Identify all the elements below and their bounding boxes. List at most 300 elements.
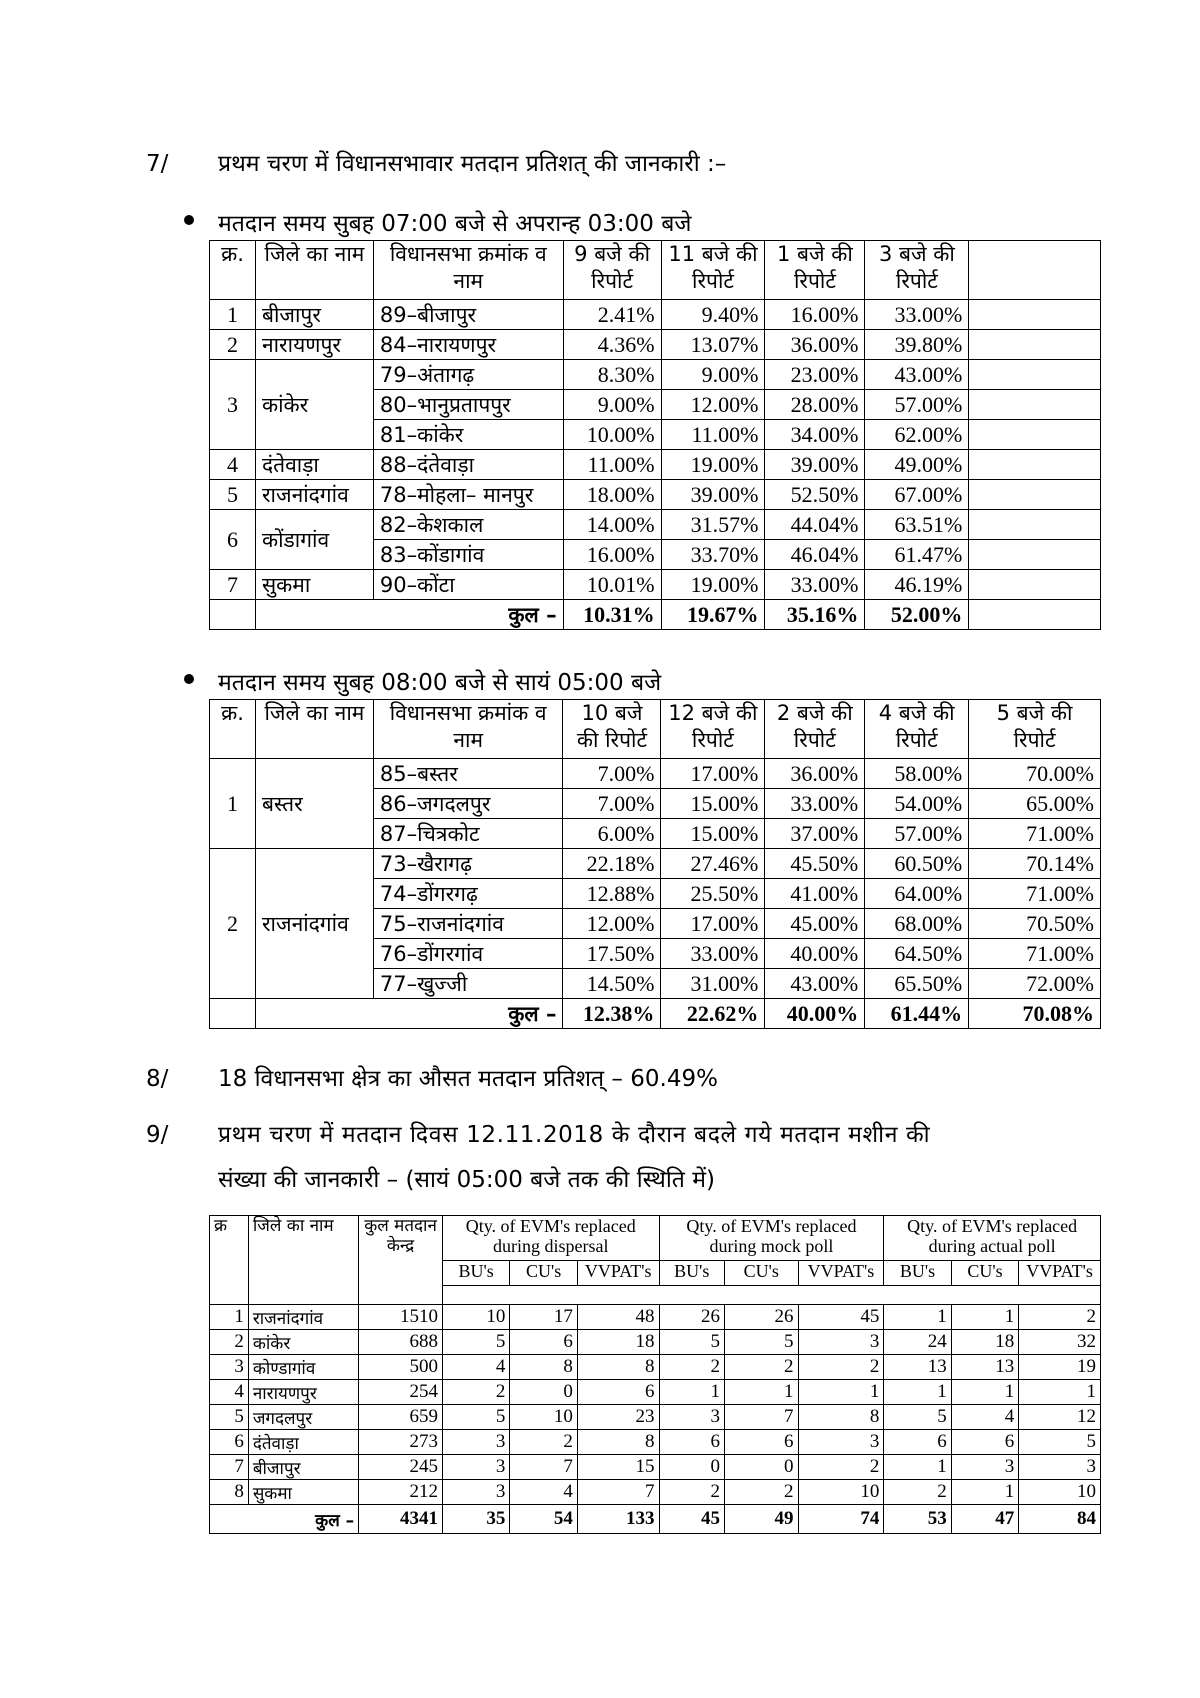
table-row [210, 1405, 1101, 1430]
percent-cell: 4.36% [563, 330, 661, 360]
percent-cell: 72.00% [969, 969, 1101, 999]
header-cell: Qty. of EVM's replaced during mock poll [659, 1216, 884, 1261]
constituency-cell: 78–मोहला– मानपुर [373, 480, 563, 510]
empty-cell [210, 999, 256, 1029]
count-cell: 2 [798, 1455, 884, 1480]
header-cell: 5 बजे की रिपोर्ट [969, 700, 1101, 759]
header-cell: विधानसभा क्रमांक व नाम [373, 241, 563, 300]
district-cell: सुकमा [255, 570, 373, 600]
total-percent-cell: 61.44% [865, 999, 969, 1029]
table-row [210, 1430, 1101, 1455]
percent-cell: 43.00% [865, 360, 969, 390]
table-header-row [210, 700, 1101, 759]
count-cell: 1 [798, 1380, 884, 1405]
percent-cell: 8.30% [563, 360, 661, 390]
count-cell: 12 [1019, 1405, 1101, 1430]
percent-cell: 49.00% [865, 450, 969, 480]
count-cell: 8 [510, 1355, 577, 1380]
subheader-cell: CU's [951, 1261, 1018, 1286]
district-cell: कांकेर [255, 360, 373, 450]
percent-cell: 58.00% [865, 759, 969, 789]
serial-cell: 7 [210, 1455, 249, 1480]
subheader-cell: VVPAT's [798, 1261, 884, 1286]
count-cell: 6 [659, 1430, 724, 1455]
district-cell: नारायणपुर [248, 1380, 358, 1405]
district-cell: कोण्डागांव [248, 1355, 358, 1380]
count-cell: 24 [884, 1330, 951, 1355]
table-row [210, 1355, 1101, 1380]
total-count-cell: 54 [510, 1505, 577, 1534]
count-cell: 5 [442, 1330, 509, 1355]
percent-cell: 39.00% [661, 480, 765, 510]
percent-cell: 46.19% [865, 570, 969, 600]
percent-cell: 44.04% [765, 510, 865, 540]
evm-replacement-table [209, 1215, 1101, 1534]
count-cell: 6 [577, 1380, 659, 1405]
total-count-cell: 84 [1019, 1505, 1101, 1534]
constituency-cell: 77–खुज्जी [373, 969, 563, 999]
count-cell: 13 [951, 1355, 1018, 1380]
header-cell: 9 बजे की रिपोर्ट [563, 241, 661, 300]
empty-cell [969, 420, 1101, 450]
percent-cell: 41.00% [765, 879, 865, 909]
empty-cell [969, 360, 1101, 390]
district-cell: कोंडागांव [255, 510, 373, 570]
header-cell: 3 बजे की रिपोर्ट [865, 241, 969, 300]
count-cell: 5 [442, 1405, 509, 1430]
percent-cell: 12.88% [563, 879, 661, 909]
serial-cell: 1 [210, 759, 256, 849]
header-cell: 11 बजे की रिपोर्ट [661, 241, 765, 300]
total-percent-cell: 12.38% [563, 999, 661, 1029]
district-cell: नारायणपुर [255, 330, 373, 360]
percent-cell: 64.00% [865, 879, 969, 909]
constituency-cell: 84–नारायणपुर [373, 330, 563, 360]
percent-cell: 11.00% [563, 450, 661, 480]
count-cell: 3 [659, 1405, 724, 1430]
subheader-cell: VVPAT's [577, 1261, 659, 1286]
average-turnout-text: 18 विधानसभा क्षेत्र का औसत मतदान प्रतिशत् – 60.49% [218, 1066, 718, 1092]
subheader-cell: BU's [442, 1261, 509, 1286]
count-cell: 0 [724, 1455, 798, 1480]
subheader-cell: CU's [510, 1261, 577, 1286]
subheading-timing-2: मतदान समय सुबह 08:00 बजे से सायं 05:00 बजे [218, 670, 662, 696]
percent-cell: 71.00% [969, 939, 1101, 969]
count-cell: 2 [510, 1430, 577, 1455]
percent-cell: 57.00% [865, 819, 969, 849]
percent-cell: 61.47% [865, 540, 969, 570]
count-cell: 4 [510, 1480, 577, 1505]
percent-cell: 18.00% [563, 480, 661, 510]
percent-cell: 25.50% [661, 879, 765, 909]
count-cell: 1 [951, 1380, 1018, 1405]
total-row [210, 1505, 1101, 1534]
spacer-cell [442, 1286, 1100, 1305]
total-percent-cell: 70.08% [969, 999, 1101, 1029]
percent-cell: 36.00% [765, 759, 865, 789]
empty-cell [210, 600, 256, 630]
count-cell: 8 [577, 1430, 659, 1455]
count-cell: 1 [951, 1305, 1018, 1330]
table-row [210, 1305, 1101, 1330]
count-cell: 8 [798, 1405, 884, 1430]
constituency-cell: 76–डोंगरगांव [373, 939, 563, 969]
serial-cell: 2 [210, 1330, 249, 1355]
constituency-cell: 88–दंतेवाड़ा [373, 450, 563, 480]
subheader-cell: CU's [724, 1261, 798, 1286]
constituency-cell: 74–डोंगरगढ़ [373, 879, 563, 909]
percent-cell: 9.00% [563, 390, 661, 420]
table-row [210, 759, 1101, 789]
count-cell: 19 [1019, 1355, 1101, 1380]
percent-cell: 12.00% [661, 390, 765, 420]
count-cell: 18 [577, 1330, 659, 1355]
turnout-table-2 [209, 699, 1101, 1029]
count-cell: 6 [951, 1430, 1018, 1455]
count-cell: 3 [442, 1455, 509, 1480]
table-row [210, 1455, 1101, 1480]
constituency-cell: 87–चित्रकोट [373, 819, 563, 849]
count-cell: 1 [659, 1380, 724, 1405]
percent-cell: 33.00% [865, 300, 969, 330]
count-cell: 4 [951, 1405, 1018, 1430]
percent-cell: 22.18% [563, 849, 661, 879]
total-label: कुल – [255, 999, 563, 1029]
count-cell: 1 [1019, 1380, 1101, 1405]
table-row [210, 1330, 1101, 1355]
percent-cell: 10.00% [563, 420, 661, 450]
count-cell: 2 [884, 1480, 951, 1505]
percent-cell: 33.00% [765, 570, 865, 600]
polling-centre-cell: 688 [359, 1330, 443, 1355]
header-cell: 10 बजे की रिपोर्ट [563, 700, 661, 759]
empty-cell [969, 600, 1101, 630]
constituency-cell: 73–खैरागढ़ [373, 849, 563, 879]
percent-cell: 10.01% [563, 570, 661, 600]
count-cell: 2 [798, 1355, 884, 1380]
section-title: प्रथम चरण में विधानसभावार मतदान प्रतिशत् की जानकारी :– [218, 151, 727, 177]
subheading-timing-1: मतदान समय सुबह 07:00 बजे से अपरान्ह 03:00 बजे [218, 211, 692, 237]
section-number: 9/ [146, 1122, 169, 1148]
polling-centre-cell: 1510 [359, 1305, 443, 1330]
count-cell: 26 [724, 1305, 798, 1330]
total-polling-centre-cell: 4341 [359, 1505, 443, 1534]
percent-cell: 7.00% [563, 789, 661, 819]
count-cell: 1 [884, 1305, 951, 1330]
count-cell: 10 [442, 1305, 509, 1330]
constituency-cell: 82–केशकाल [373, 510, 563, 540]
table-row [210, 330, 1101, 360]
count-cell: 6 [510, 1330, 577, 1355]
percent-cell: 9.00% [661, 360, 765, 390]
percent-cell: 9.40% [661, 300, 765, 330]
count-cell: 5 [659, 1330, 724, 1355]
header-cell: Qty. of EVM's replaced during actual poll [884, 1216, 1101, 1261]
count-cell: 2 [659, 1480, 724, 1505]
district-cell: दंतेवाड़ा [248, 1430, 358, 1455]
polling-centre-cell: 659 [359, 1405, 443, 1430]
total-percent-cell: 19.67% [661, 600, 765, 630]
count-cell: 1 [884, 1380, 951, 1405]
percent-cell: 13.07% [661, 330, 765, 360]
percent-cell: 40.00% [765, 939, 865, 969]
constituency-cell: 89–बीजापुर [373, 300, 563, 330]
count-cell: 2 [442, 1380, 509, 1405]
count-cell: 4 [442, 1355, 509, 1380]
total-count-cell: 47 [951, 1505, 1018, 1534]
percent-cell: 68.00% [865, 909, 969, 939]
table-row [210, 300, 1101, 330]
percent-cell: 15.00% [661, 819, 765, 849]
subheader-cell: BU's [884, 1261, 951, 1286]
percent-cell: 45.00% [765, 909, 865, 939]
bullet-icon [184, 215, 194, 225]
section-9-line-1 [146, 1117, 930, 1149]
subheader-cell: BU's [659, 1261, 724, 1286]
percent-cell: 15.00% [661, 789, 765, 819]
count-cell: 7 [577, 1480, 659, 1505]
constituency-cell: 75–राजनांदगांव [373, 909, 563, 939]
empty-cell [969, 450, 1101, 480]
serial-cell: 5 [210, 480, 256, 510]
count-cell: 23 [577, 1405, 659, 1430]
percent-cell: 34.00% [765, 420, 865, 450]
percent-cell: 70.50% [969, 909, 1101, 939]
header-cell: क्र. [210, 241, 256, 300]
section-9-text: प्रथम चरण में मतदान दिवस 12.11.2018 के दौरान बदले गये मतदान मशीन की [218, 1122, 931, 1148]
header-cell: क्र [210, 1216, 249, 1305]
count-cell: 3 [798, 1330, 884, 1355]
total-count-cell: 35 [442, 1505, 509, 1534]
serial-cell: 6 [210, 510, 256, 570]
table-header-row [210, 1216, 1101, 1261]
district-cell: राजनांदगांव [248, 1305, 358, 1330]
constituency-cell: 80–भानुप्रतापपुर [373, 390, 563, 420]
percent-cell: 19.00% [661, 450, 765, 480]
percent-cell: 36.00% [765, 330, 865, 360]
count-cell: 2 [724, 1480, 798, 1505]
count-cell: 1 [951, 1480, 1018, 1505]
percent-cell: 65.50% [865, 969, 969, 999]
empty-cell [969, 540, 1101, 570]
polling-centre-cell: 212 [359, 1480, 443, 1505]
count-cell: 6 [884, 1430, 951, 1455]
empty-cell [969, 570, 1101, 600]
empty-cell [969, 330, 1101, 360]
total-count-cell: 49 [724, 1505, 798, 1534]
count-cell: 1 [724, 1380, 798, 1405]
empty-cell [969, 300, 1101, 330]
polling-centre-cell: 500 [359, 1355, 443, 1380]
polling-centre-cell: 254 [359, 1380, 443, 1405]
district-cell: बस्तर [255, 759, 373, 849]
district-cell: कांकेर [248, 1330, 358, 1355]
table-header-row [210, 241, 1101, 300]
polling-centre-cell: 245 [359, 1455, 443, 1480]
percent-cell: 2.41% [563, 300, 661, 330]
percent-cell: 63.51% [865, 510, 969, 540]
percent-cell: 33.70% [661, 540, 765, 570]
percent-cell: 57.00% [865, 390, 969, 420]
section-7-heading [146, 146, 726, 178]
total-label: कुल – [255, 600, 563, 630]
district-cell: राजनांदगांव [255, 849, 373, 999]
count-cell: 17 [510, 1305, 577, 1330]
count-cell: 7 [724, 1405, 798, 1430]
count-cell: 45 [798, 1305, 884, 1330]
percent-cell: 14.00% [563, 510, 661, 540]
total-count-cell: 74 [798, 1505, 884, 1534]
count-cell: 3 [442, 1430, 509, 1455]
serial-cell: 7 [210, 570, 256, 600]
empty-cell [969, 510, 1101, 540]
count-cell: 3 [442, 1480, 509, 1505]
total-count-cell: 45 [659, 1505, 724, 1534]
count-cell: 2 [659, 1355, 724, 1380]
count-cell: 18 [951, 1330, 1018, 1355]
count-cell: 7 [510, 1455, 577, 1480]
count-cell: 2 [1019, 1305, 1101, 1330]
percent-cell: 16.00% [563, 540, 661, 570]
percent-cell: 19.00% [661, 570, 765, 600]
header-cell: क्र. [210, 700, 256, 759]
section-number: 8/ [146, 1066, 169, 1092]
constituency-cell: 86–जगदलपुर [373, 789, 563, 819]
total-percent-cell: 40.00% [765, 999, 865, 1029]
table-row [210, 450, 1101, 480]
count-cell: 3 [951, 1455, 1018, 1480]
total-percent-cell: 10.31% [563, 600, 661, 630]
table-row [210, 849, 1101, 879]
percent-cell: 12.00% [563, 909, 661, 939]
percent-cell: 7.00% [563, 759, 661, 789]
header-cell: कुल मतदान केन्द्र [359, 1216, 443, 1305]
count-cell: 15 [577, 1455, 659, 1480]
count-cell: 3 [1019, 1455, 1101, 1480]
percent-cell: 17.50% [563, 939, 661, 969]
percent-cell: 37.00% [765, 819, 865, 849]
district-cell: बीजापुर [255, 300, 373, 330]
serial-cell: 4 [210, 1380, 249, 1405]
percent-cell: 31.00% [661, 969, 765, 999]
serial-cell: 5 [210, 1405, 249, 1430]
table-row [210, 1480, 1101, 1505]
table-row [210, 480, 1101, 510]
total-count-cell: 53 [884, 1505, 951, 1534]
section-9-line-2: संख्या की जानकारी – (सायं 05:00 बजे तक की स्थिति में) [218, 1167, 715, 1193]
count-cell: 5 [1019, 1430, 1101, 1455]
table-row [210, 360, 1101, 390]
serial-cell: 4 [210, 450, 256, 480]
count-cell: 8 [577, 1355, 659, 1380]
serial-cell: 1 [210, 300, 256, 330]
percent-cell: 60.50% [865, 849, 969, 879]
percent-cell: 62.00% [865, 420, 969, 450]
district-cell: बीजापुर [248, 1455, 358, 1480]
count-cell: 10 [1019, 1480, 1101, 1505]
percent-cell: 46.04% [765, 540, 865, 570]
count-cell: 0 [510, 1380, 577, 1405]
table-row [210, 510, 1101, 540]
count-cell: 10 [798, 1480, 884, 1505]
percent-cell: 71.00% [969, 879, 1101, 909]
empty-cell [969, 480, 1101, 510]
serial-cell: 3 [210, 1355, 249, 1380]
table-row [210, 570, 1101, 600]
total-percent-cell: 35.16% [765, 600, 865, 630]
constituency-cell: 83–कोंडागांव [373, 540, 563, 570]
header-cell: जिले का नाम [255, 700, 373, 759]
serial-cell: 8 [210, 1480, 249, 1505]
header-cell: विधानसभा क्रमांक व नाम [373, 700, 563, 759]
count-cell: 5 [724, 1330, 798, 1355]
percent-cell: 43.00% [765, 969, 865, 999]
percent-cell: 71.00% [969, 819, 1101, 849]
serial-cell: 1 [210, 1305, 249, 1330]
header-cell: जिले का नाम [248, 1216, 358, 1305]
serial-cell: 3 [210, 360, 256, 450]
turnout-table-1 [209, 240, 1101, 630]
count-cell: 32 [1019, 1330, 1101, 1355]
constituency-cell: 85–बस्तर [373, 759, 563, 789]
total-percent-cell: 52.00% [865, 600, 969, 630]
count-cell: 26 [659, 1305, 724, 1330]
header-cell: 2 बजे की रिपोर्ट [765, 700, 865, 759]
section-number: 7/ [146, 151, 169, 177]
header-cell [969, 241, 1101, 300]
constituency-cell: 90–कोंटा [373, 570, 563, 600]
percent-cell: 6.00% [563, 819, 661, 849]
percent-cell: 33.00% [661, 939, 765, 969]
percent-cell: 16.00% [765, 300, 865, 330]
header-cell: Qty. of EVM's replaced during dispersal [442, 1216, 659, 1261]
percent-cell: 39.80% [865, 330, 969, 360]
percent-cell: 39.00% [765, 450, 865, 480]
subheader-cell: VVPAT's [1019, 1261, 1101, 1286]
total-label: कुल – [210, 1505, 359, 1534]
percent-cell: 45.50% [765, 849, 865, 879]
table-row [210, 1380, 1101, 1405]
serial-cell: 6 [210, 1430, 249, 1455]
bullet-icon [184, 674, 194, 684]
district-cell: सुकमा [248, 1480, 358, 1505]
total-count-cell: 133 [577, 1505, 659, 1534]
count-cell: 1 [884, 1455, 951, 1480]
percent-cell: 67.00% [865, 480, 969, 510]
count-cell: 0 [659, 1455, 724, 1480]
total-row [210, 600, 1101, 630]
constituency-cell: 81–कांकेर [373, 420, 563, 450]
percent-cell: 70.00% [969, 759, 1101, 789]
total-percent-cell: 22.62% [661, 999, 765, 1029]
percent-cell: 27.46% [661, 849, 765, 879]
percent-cell: 23.00% [765, 360, 865, 390]
serial-cell: 2 [210, 849, 256, 999]
percent-cell: 11.00% [661, 420, 765, 450]
count-cell: 10 [510, 1405, 577, 1430]
count-cell: 13 [884, 1355, 951, 1380]
percent-cell: 54.00% [865, 789, 969, 819]
serial-cell: 2 [210, 330, 256, 360]
district-cell: राजनांदगांव [255, 480, 373, 510]
percent-cell: 17.00% [661, 909, 765, 939]
count-cell: 48 [577, 1305, 659, 1330]
header-cell: जिले का नाम [255, 241, 373, 300]
header-cell: 4 बजे की रिपोर्ट [865, 700, 969, 759]
district-cell: दंतेवाड़ा [255, 450, 373, 480]
header-cell: 1 बजे की रिपोर्ट [765, 241, 865, 300]
percent-cell: 31.57% [661, 510, 765, 540]
